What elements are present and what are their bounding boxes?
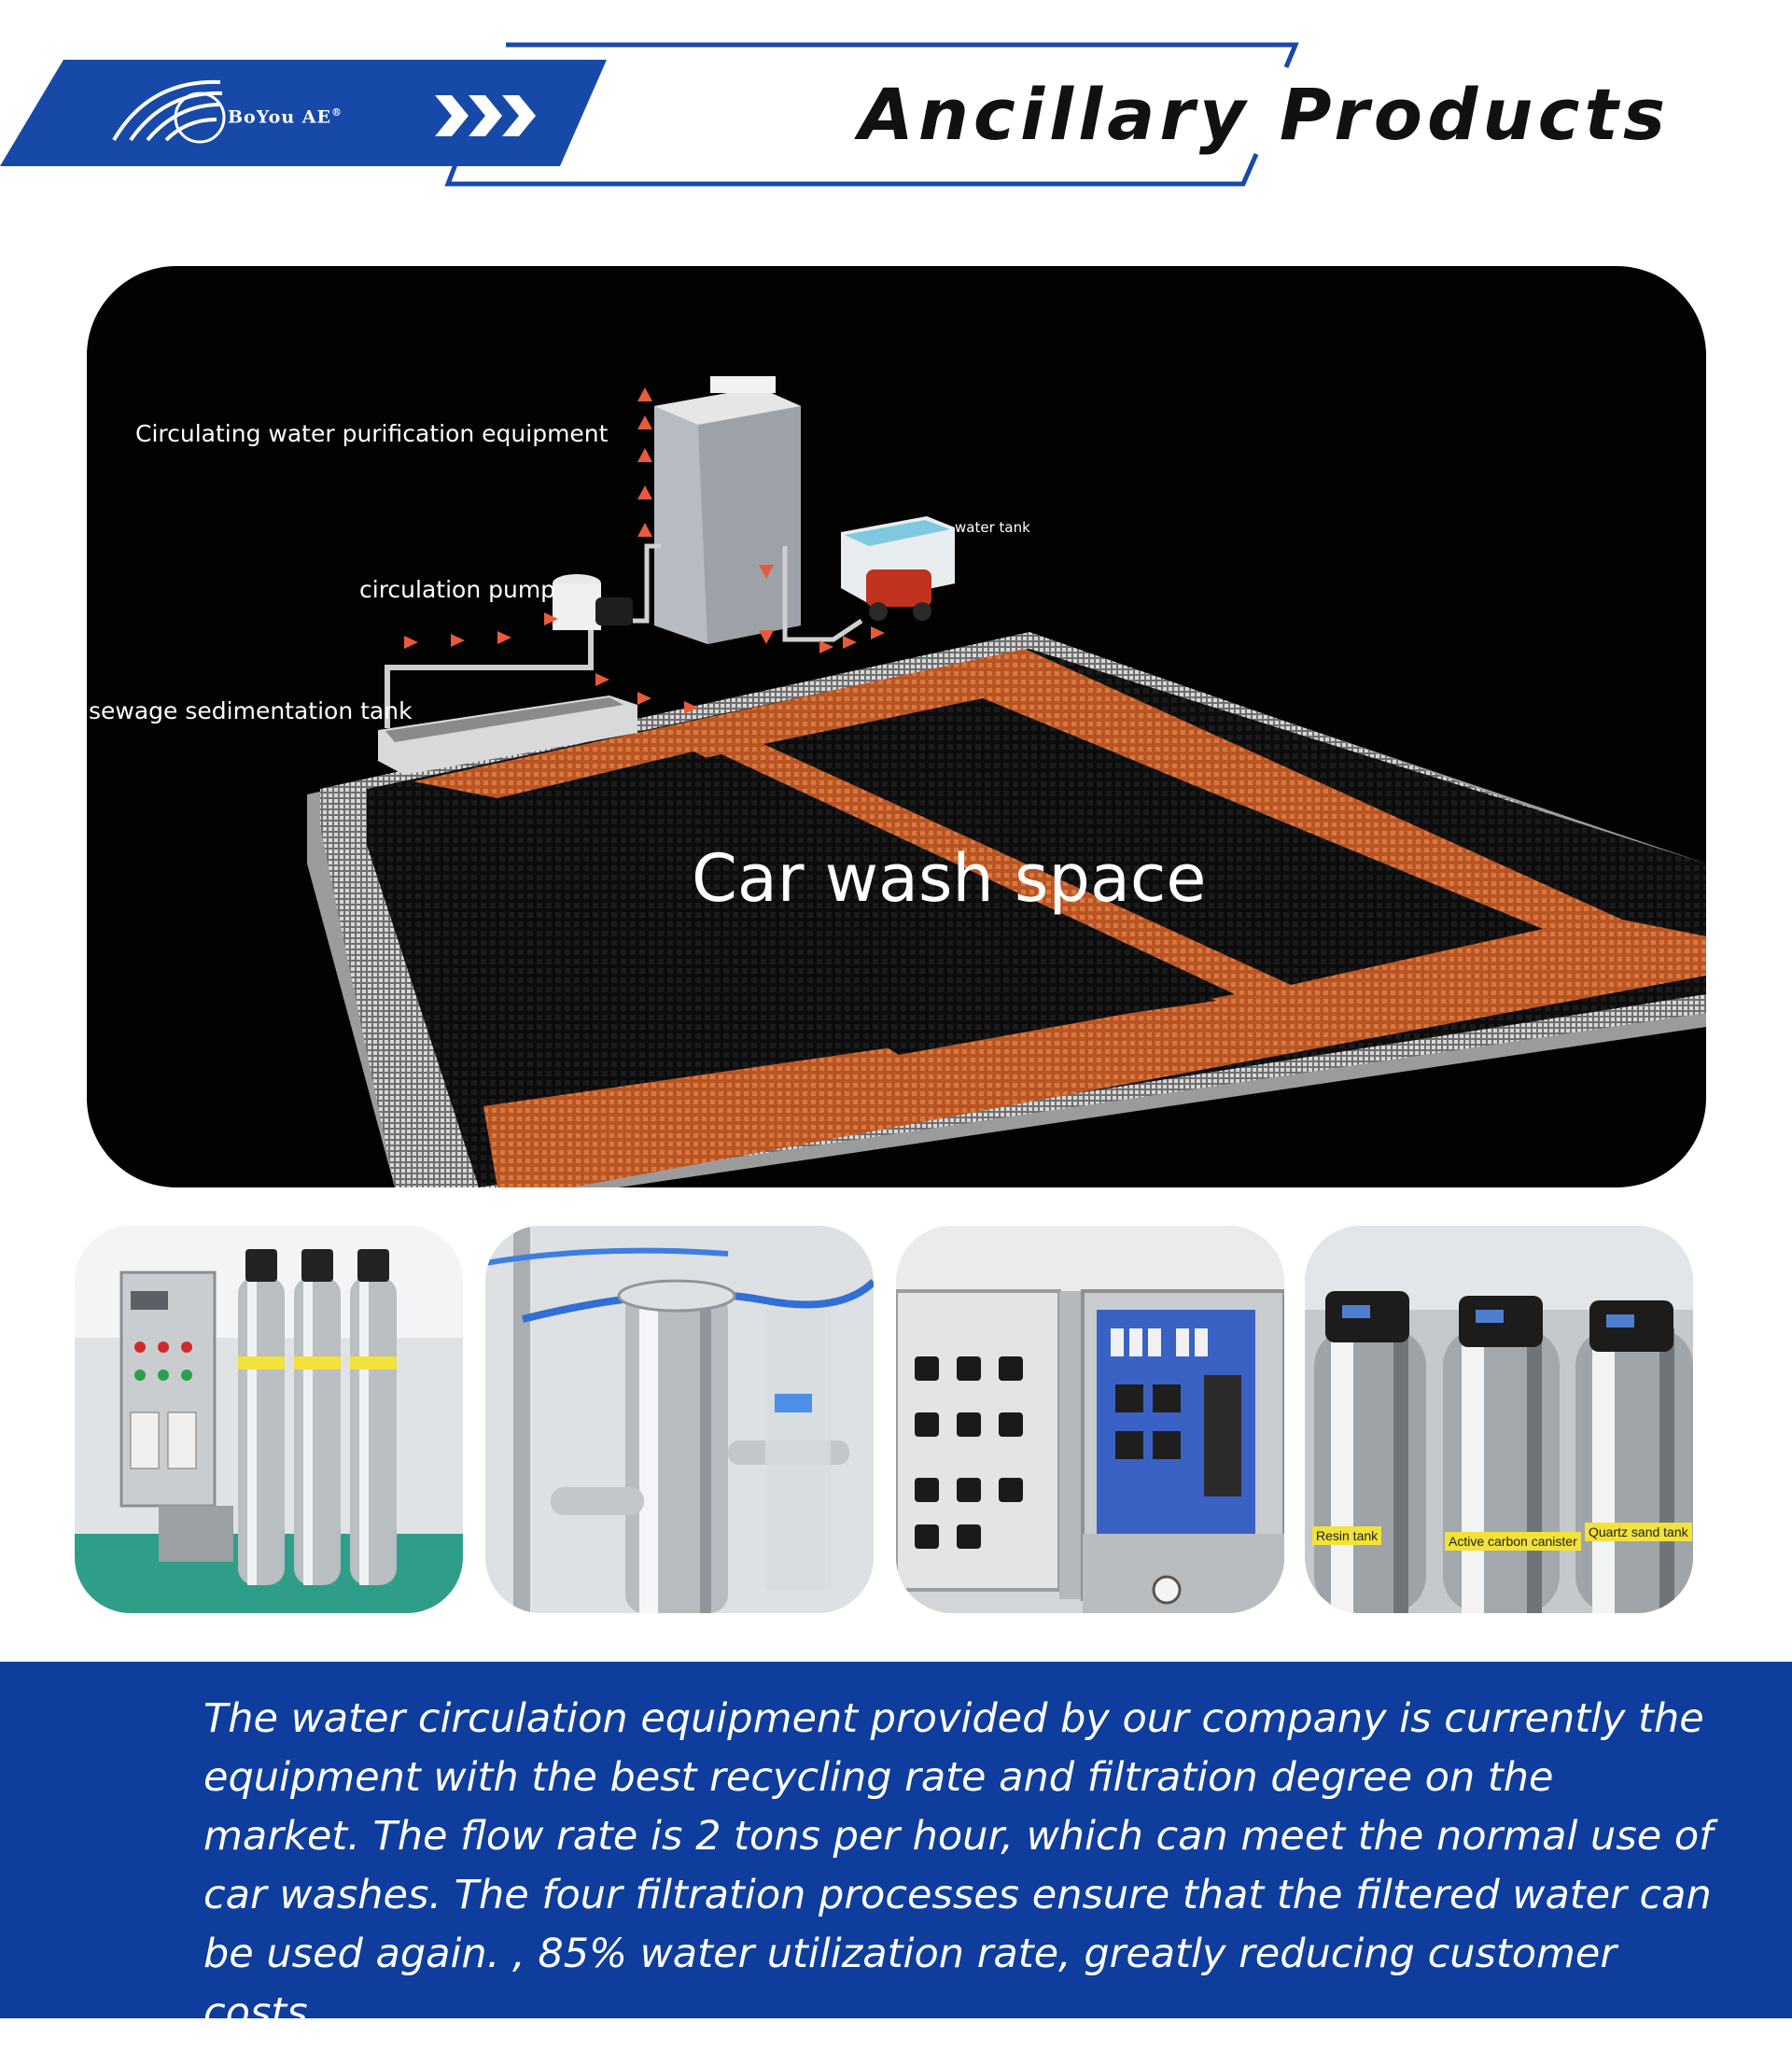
label-purification-equipment: Circulating water purification equipment [135,420,609,447]
photo-filtration-tanks-graphic [1305,1226,1693,1613]
registered-mark: ® [330,106,343,119]
washer-wheel [913,602,931,621]
label-water-tank: water tank [955,519,1030,536]
tag-quartz-sand: Quartz sand tank [1585,1523,1692,1541]
brand-name-text: BoYou AE [228,106,331,128]
label-car-wash-space: Car wash space [692,840,1207,917]
pressure-washer [866,569,931,607]
page-header [0,0,1792,201]
product-photo-strip [75,1226,1694,1615]
photo-bag-filter-graphic [485,1226,874,1613]
diagram-scene [87,266,1706,1187]
photo-water-treatment-graphic [75,1226,463,1613]
cabinet-lid [710,376,776,393]
pump-motor [595,597,633,625]
description-text: The water circulation equipment provided by our company is currently the equipment with the best recycling rate and filtration degree on the market. The flow rate is 2 tons per hour, which can meet the normal use of car washes. The four filtration processes ensure that the filtered water can be used again. , 85% water utilization rate, greatly reducing customer costs. [203,1695,1714,2036]
circulation-pump [553,583,601,630]
label-circulation-pump: circulation pump [359,576,556,603]
page-title: Ancillary Products [859,73,1671,156]
brand-name [228,106,343,127]
tag-resin-tank: Resin tank [1312,1526,1381,1545]
label-sedimentation-tank: sewage sedimentation tank [89,697,413,724]
header-frame-top [506,45,1295,67]
photo-control-cabinet-graphic [896,1226,1284,1613]
photo-filtration-tanks [1305,1226,1693,1613]
photo-bag-filter [485,1226,874,1613]
washer-wheel [869,602,888,621]
photo-water-treatment-unit [75,1226,463,1613]
car-wash-diagram [87,266,1706,1187]
photo-control-cabinet [896,1226,1284,1613]
tag-active-carbon: Active carbon canister [1445,1532,1581,1551]
description-band [0,1662,1792,2036]
